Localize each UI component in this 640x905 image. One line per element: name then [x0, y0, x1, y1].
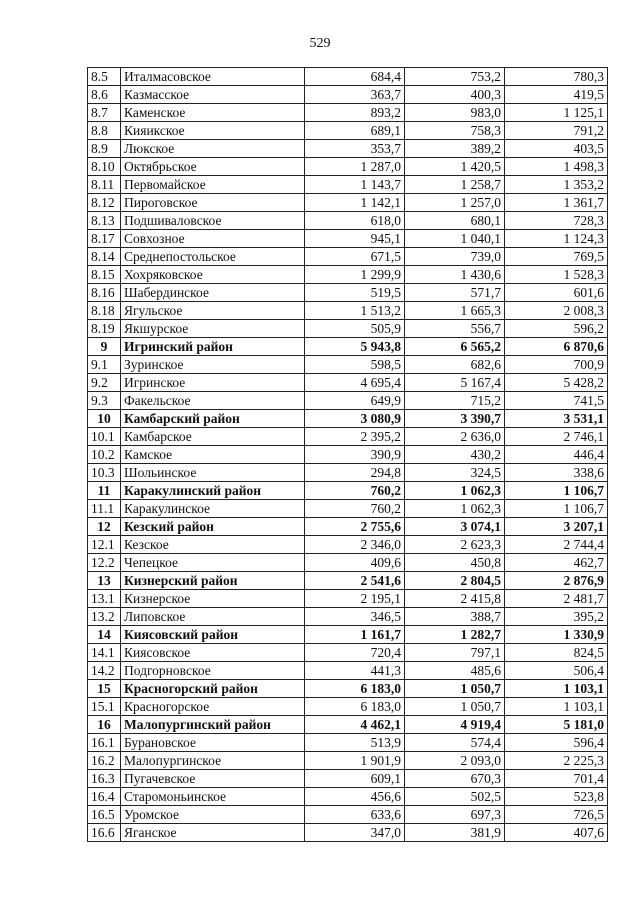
row-name-cell: Хохряковское	[121, 266, 305, 284]
row-value-3-cell: 1 353,2	[505, 176, 608, 194]
row-value-2-cell: 697,3	[405, 806, 505, 824]
row-value-1-cell: 456,6	[305, 788, 405, 806]
row-code-cell: 14.1	[88, 644, 121, 662]
row-name-cell: Камское	[121, 446, 305, 464]
row-code-cell: 8.15	[88, 266, 121, 284]
row-value-3-cell: 700,9	[505, 356, 608, 374]
row-value-2-cell: 6 565,2	[405, 338, 505, 356]
row-code-cell: 8.19	[88, 320, 121, 338]
row-value-1-cell: 6 183,0	[305, 698, 405, 716]
row-name-cell: Игринское	[121, 374, 305, 392]
row-value-2-cell: 682,6	[405, 356, 505, 374]
table-row-district	[88, 482, 608, 500]
table-row	[88, 734, 608, 752]
row-name-cell: Кияикское	[121, 122, 305, 140]
row-name-cell: Старомоньинское	[121, 788, 305, 806]
row-value-3-cell: 824,5	[505, 644, 608, 662]
row-value-3-cell: 726,5	[505, 806, 608, 824]
budget-table	[87, 67, 608, 842]
row-name-cell: Киясовский район	[121, 626, 305, 644]
row-value-2-cell: 1 420,5	[405, 158, 505, 176]
row-value-3-cell: 1 498,3	[505, 158, 608, 176]
row-value-3-cell: 780,3	[505, 68, 608, 86]
row-value-2-cell: 1 257,0	[405, 194, 505, 212]
row-value-1-cell: 1 143,7	[305, 176, 405, 194]
table-row	[88, 500, 608, 518]
row-value-1-cell: 347,0	[305, 824, 405, 842]
row-value-1-cell: 4 462,1	[305, 716, 405, 734]
row-code-cell: 13	[88, 572, 121, 590]
row-code-cell: 16.1	[88, 734, 121, 752]
row-value-2-cell: 4 919,4	[405, 716, 505, 734]
row-code-cell: 8.16	[88, 284, 121, 302]
row-name-cell: Кезское	[121, 536, 305, 554]
row-code-cell: 10.3	[88, 464, 121, 482]
row-value-3-cell: 506,4	[505, 662, 608, 680]
row-value-2-cell: 485,6	[405, 662, 505, 680]
row-value-2-cell: 1 430,6	[405, 266, 505, 284]
table-row	[88, 428, 608, 446]
row-value-1-cell: 2 346,0	[305, 536, 405, 554]
row-value-2-cell: 739,0	[405, 248, 505, 266]
row-code-cell: 12.2	[88, 554, 121, 572]
row-value-2-cell: 797,1	[405, 644, 505, 662]
row-value-2-cell: 670,3	[405, 770, 505, 788]
table-body	[88, 68, 608, 842]
row-code-cell: 8.13	[88, 212, 121, 230]
row-value-1-cell: 519,5	[305, 284, 405, 302]
row-name-cell: Якшурское	[121, 320, 305, 338]
row-value-1-cell: 1 901,9	[305, 752, 405, 770]
table-row	[88, 608, 608, 626]
row-name-cell: Бурановское	[121, 734, 305, 752]
row-value-1-cell: 618,0	[305, 212, 405, 230]
row-name-cell: Зуринское	[121, 356, 305, 374]
row-value-1-cell: 2 395,2	[305, 428, 405, 446]
row-value-3-cell: 2 225,3	[505, 752, 608, 770]
row-name-cell: Среднепостольское	[121, 248, 305, 266]
row-code-cell: 12.1	[88, 536, 121, 554]
row-value-3-cell: 6 870,6	[505, 338, 608, 356]
row-value-1-cell: 2 755,6	[305, 518, 405, 536]
row-name-cell: Ягульское	[121, 302, 305, 320]
row-value-2-cell: 388,7	[405, 608, 505, 626]
row-value-3-cell: 2 744,4	[505, 536, 608, 554]
row-value-3-cell: 596,2	[505, 320, 608, 338]
row-name-cell: Факельское	[121, 392, 305, 410]
row-code-cell: 16.6	[88, 824, 121, 842]
row-value-2-cell: 571,7	[405, 284, 505, 302]
row-value-3-cell: 403,5	[505, 140, 608, 158]
row-name-cell: Камбарское	[121, 428, 305, 446]
row-name-cell: Малопургинское	[121, 752, 305, 770]
row-value-3-cell: 419,5	[505, 86, 608, 104]
row-value-3-cell: 523,8	[505, 788, 608, 806]
row-code-cell: 13.2	[88, 608, 121, 626]
page-number: 529	[309, 36, 331, 51]
row-value-1-cell: 6 183,0	[305, 680, 405, 698]
row-value-1-cell: 505,9	[305, 320, 405, 338]
row-value-1-cell: 2 195,1	[305, 590, 405, 608]
table-row	[88, 230, 608, 248]
row-name-cell: Уромское	[121, 806, 305, 824]
row-value-1-cell: 671,5	[305, 248, 405, 266]
table-row	[88, 770, 608, 788]
row-code-cell: 8.11	[88, 176, 121, 194]
row-value-1-cell: 689,1	[305, 122, 405, 140]
row-value-1-cell: 513,9	[305, 734, 405, 752]
row-value-3-cell: 1 124,3	[505, 230, 608, 248]
row-value-1-cell: 5 943,8	[305, 338, 405, 356]
row-code-cell: 8.10	[88, 158, 121, 176]
row-value-2-cell: 574,4	[405, 734, 505, 752]
row-code-cell: 8.7	[88, 104, 121, 122]
row-value-1-cell: 363,7	[305, 86, 405, 104]
row-code-cell: 9	[88, 338, 121, 356]
row-name-cell: Чепецкое	[121, 554, 305, 572]
table-row	[88, 554, 608, 572]
row-value-2-cell: 1 258,7	[405, 176, 505, 194]
row-value-2-cell: 324,5	[405, 464, 505, 482]
table-row	[88, 176, 608, 194]
row-name-cell: Каменское	[121, 104, 305, 122]
table-row	[88, 266, 608, 284]
row-code-cell: 13.1	[88, 590, 121, 608]
row-value-2-cell: 2 415,8	[405, 590, 505, 608]
table-row	[88, 752, 608, 770]
row-name-cell: Пугачевское	[121, 770, 305, 788]
row-name-cell: Подгорновское	[121, 662, 305, 680]
row-value-1-cell: 1 287,0	[305, 158, 405, 176]
row-value-2-cell: 2 093,0	[405, 752, 505, 770]
table-row	[88, 68, 608, 86]
table-row-district	[88, 338, 608, 356]
row-value-3-cell: 1 103,1	[505, 698, 608, 716]
row-name-cell: Каракулинский район	[121, 482, 305, 500]
row-value-1-cell: 1 142,1	[305, 194, 405, 212]
row-value-2-cell: 1 062,3	[405, 482, 505, 500]
row-value-1-cell: 633,6	[305, 806, 405, 824]
row-value-1-cell: 2 541,6	[305, 572, 405, 590]
row-value-1-cell: 409,6	[305, 554, 405, 572]
table-row	[88, 212, 608, 230]
table-row	[88, 104, 608, 122]
row-code-cell: 8.6	[88, 86, 121, 104]
row-value-1-cell: 1 299,9	[305, 266, 405, 284]
row-value-3-cell: 1 330,9	[505, 626, 608, 644]
row-value-3-cell: 1 528,3	[505, 266, 608, 284]
row-value-2-cell: 1 050,7	[405, 680, 505, 698]
row-value-3-cell: 741,5	[505, 392, 608, 410]
row-value-3-cell: 395,2	[505, 608, 608, 626]
row-code-cell: 15	[88, 680, 121, 698]
row-code-cell: 11	[88, 482, 121, 500]
row-value-1-cell: 1 513,2	[305, 302, 405, 320]
row-value-2-cell: 2 623,3	[405, 536, 505, 554]
table-row	[88, 590, 608, 608]
row-value-3-cell: 446,4	[505, 446, 608, 464]
table-row	[88, 824, 608, 842]
row-code-cell: 8.8	[88, 122, 121, 140]
row-code-cell: 14.2	[88, 662, 121, 680]
row-code-cell: 9.2	[88, 374, 121, 392]
row-code-cell: 8.5	[88, 68, 121, 86]
row-value-2-cell: 715,2	[405, 392, 505, 410]
row-value-2-cell: 983,0	[405, 104, 505, 122]
row-value-2-cell: 1 062,3	[405, 500, 505, 518]
row-name-cell: Первомайское	[121, 176, 305, 194]
row-value-1-cell: 353,7	[305, 140, 405, 158]
table-row	[88, 284, 608, 302]
table-row	[88, 806, 608, 824]
row-value-3-cell: 1 125,1	[505, 104, 608, 122]
row-value-3-cell: 338,6	[505, 464, 608, 482]
row-value-2-cell: 3 074,1	[405, 518, 505, 536]
row-value-3-cell: 1 106,7	[505, 482, 608, 500]
row-name-cell: Октябрьское	[121, 158, 305, 176]
table-row	[88, 698, 608, 716]
row-value-1-cell: 598,5	[305, 356, 405, 374]
row-value-2-cell: 1 282,7	[405, 626, 505, 644]
row-value-2-cell: 381,9	[405, 824, 505, 842]
row-name-cell: Красногорский район	[121, 680, 305, 698]
row-code-cell: 16.5	[88, 806, 121, 824]
row-name-cell: Шольинское	[121, 464, 305, 482]
row-name-cell: Киясовское	[121, 644, 305, 662]
row-name-cell: Кезский район	[121, 518, 305, 536]
row-name-cell: Пироговское	[121, 194, 305, 212]
row-value-3-cell: 2 008,3	[505, 302, 608, 320]
row-code-cell: 8.12	[88, 194, 121, 212]
row-value-3-cell: 2 876,9	[505, 572, 608, 590]
row-name-cell: Кизнерский район	[121, 572, 305, 590]
row-value-1-cell: 649,9	[305, 392, 405, 410]
row-code-cell: 11.1	[88, 500, 121, 518]
row-value-2-cell: 400,3	[405, 86, 505, 104]
row-code-cell: 16.4	[88, 788, 121, 806]
row-name-cell: Каракулинское	[121, 500, 305, 518]
row-value-3-cell: 1 361,7	[505, 194, 608, 212]
row-value-2-cell: 3 390,7	[405, 410, 505, 428]
row-name-cell: Кизнерское	[121, 590, 305, 608]
table-row	[88, 158, 608, 176]
row-value-2-cell: 1 040,1	[405, 230, 505, 248]
row-code-cell: 9.3	[88, 392, 121, 410]
row-value-2-cell: 758,3	[405, 122, 505, 140]
table-row	[88, 392, 608, 410]
table-row	[88, 464, 608, 482]
table-row-district	[88, 626, 608, 644]
row-value-3-cell: 407,6	[505, 824, 608, 842]
row-code-cell: 10.1	[88, 428, 121, 446]
row-name-cell: Люкское	[121, 140, 305, 158]
row-value-2-cell: 2 636,0	[405, 428, 505, 446]
row-value-3-cell: 769,5	[505, 248, 608, 266]
row-value-1-cell: 441,3	[305, 662, 405, 680]
row-value-1-cell: 4 695,4	[305, 374, 405, 392]
row-code-cell: 10	[88, 410, 121, 428]
row-code-cell: 12	[88, 518, 121, 536]
row-code-cell: 10.2	[88, 446, 121, 464]
row-value-3-cell: 728,3	[505, 212, 608, 230]
row-name-cell: Италмасовское	[121, 68, 305, 86]
table-row	[88, 194, 608, 212]
table-row	[88, 644, 608, 662]
table-row-district	[88, 410, 608, 428]
table-row-district	[88, 518, 608, 536]
row-name-cell: Шабердинское	[121, 284, 305, 302]
row-value-3-cell: 791,2	[505, 122, 608, 140]
row-value-1-cell: 390,9	[305, 446, 405, 464]
row-code-cell: 9.1	[88, 356, 121, 374]
table-row	[88, 140, 608, 158]
row-value-1-cell: 294,8	[305, 464, 405, 482]
table-row	[88, 122, 608, 140]
row-value-1-cell: 760,2	[305, 482, 405, 500]
table-row	[88, 302, 608, 320]
table-row-district	[88, 680, 608, 698]
row-value-3-cell: 3 207,1	[505, 518, 608, 536]
row-value-2-cell: 753,2	[405, 68, 505, 86]
table-row	[88, 536, 608, 554]
row-value-3-cell: 596,4	[505, 734, 608, 752]
row-name-cell: Камбарский район	[121, 410, 305, 428]
table-row	[88, 320, 608, 338]
row-name-cell: Игринский район	[121, 338, 305, 356]
row-name-cell: Казмасское	[121, 86, 305, 104]
table-row	[88, 248, 608, 266]
table-row	[88, 86, 608, 104]
row-code-cell: 8.9	[88, 140, 121, 158]
row-value-2-cell: 5 167,4	[405, 374, 505, 392]
row-value-2-cell: 556,7	[405, 320, 505, 338]
table-row-district	[88, 572, 608, 590]
row-value-1-cell: 893,2	[305, 104, 405, 122]
table-row-district	[88, 716, 608, 734]
row-value-3-cell: 5 428,2	[505, 374, 608, 392]
table-row	[88, 662, 608, 680]
row-value-3-cell: 462,7	[505, 554, 608, 572]
row-value-1-cell: 1 161,7	[305, 626, 405, 644]
row-value-1-cell: 720,4	[305, 644, 405, 662]
row-name-cell: Подшиваловское	[121, 212, 305, 230]
row-value-2-cell: 680,1	[405, 212, 505, 230]
row-value-1-cell: 684,4	[305, 68, 405, 86]
row-value-1-cell: 945,1	[305, 230, 405, 248]
row-value-2-cell: 389,2	[405, 140, 505, 158]
row-value-3-cell: 701,4	[505, 770, 608, 788]
row-value-3-cell: 1 106,7	[505, 500, 608, 518]
row-value-3-cell: 2 481,7	[505, 590, 608, 608]
row-value-2-cell: 2 804,5	[405, 572, 505, 590]
row-value-1-cell: 346,5	[305, 608, 405, 626]
table-row	[88, 788, 608, 806]
row-code-cell: 16	[88, 716, 121, 734]
table-row	[88, 446, 608, 464]
row-value-3-cell: 3 531,1	[505, 410, 608, 428]
table-row	[88, 356, 608, 374]
row-value-3-cell: 1 103,1	[505, 680, 608, 698]
row-name-cell: Красногорское	[121, 698, 305, 716]
row-value-2-cell: 1 665,3	[405, 302, 505, 320]
row-code-cell: 8.18	[88, 302, 121, 320]
row-value-1-cell: 760,2	[305, 500, 405, 518]
row-name-cell: Липовское	[121, 608, 305, 626]
row-value-2-cell: 502,5	[405, 788, 505, 806]
row-code-cell: 8.14	[88, 248, 121, 266]
row-value-2-cell: 450,8	[405, 554, 505, 572]
row-name-cell: Совхозное	[121, 230, 305, 248]
row-name-cell: Яганское	[121, 824, 305, 842]
row-value-2-cell: 430,2	[405, 446, 505, 464]
row-value-2-cell: 1 050,7	[405, 698, 505, 716]
table-row	[88, 374, 608, 392]
row-value-1-cell: 609,1	[305, 770, 405, 788]
row-name-cell: Малопургинский район	[121, 716, 305, 734]
row-value-3-cell: 5 181,0	[505, 716, 608, 734]
row-value-3-cell: 2 746,1	[505, 428, 608, 446]
row-code-cell: 8.17	[88, 230, 121, 248]
row-code-cell: 16.3	[88, 770, 121, 788]
row-code-cell: 16.2	[88, 752, 121, 770]
row-value-1-cell: 3 080,9	[305, 410, 405, 428]
row-code-cell: 15.1	[88, 698, 121, 716]
row-code-cell: 14	[88, 626, 121, 644]
row-value-3-cell: 601,6	[505, 284, 608, 302]
